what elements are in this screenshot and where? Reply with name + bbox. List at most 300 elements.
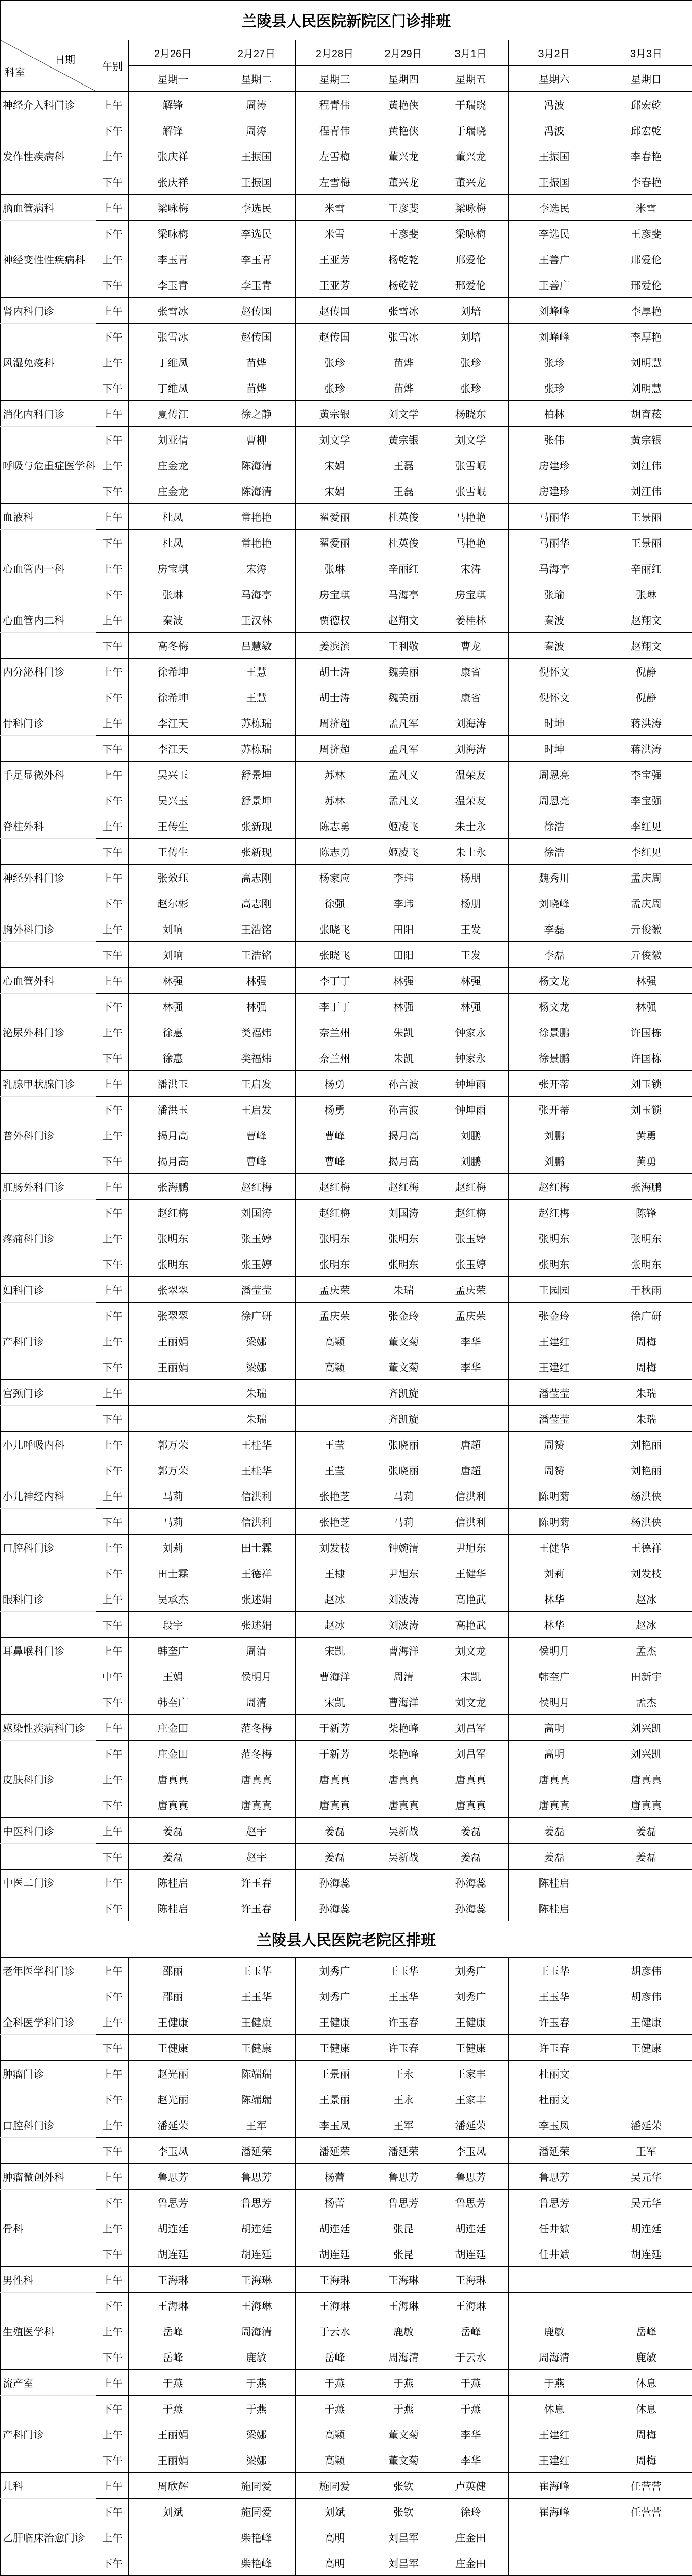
- doctor-cell: 胡连廷: [217, 2241, 296, 2267]
- doctor-cell: 张明东: [600, 1225, 692, 1251]
- period-cell: 上午: [96, 1380, 129, 1406]
- doctor-cell: 孙海蕊: [433, 1870, 509, 1895]
- table-row: [1, 813, 692, 839]
- table-row: [1, 659, 692, 684]
- period-cell: 下午: [96, 1895, 129, 1921]
- department-name: 小儿呼吸内科: [1, 1432, 96, 1457]
- doctor-cell: 张玉婷: [217, 1251, 296, 1277]
- department-name: 宫颈门诊: [1, 1380, 96, 1406]
- table-row: [1, 2524, 692, 2550]
- doctor-cell: 唐真真: [129, 1792, 217, 1818]
- period-cell: 下午: [96, 1148, 129, 1174]
- doctor-cell: 刘昌军: [433, 1741, 509, 1766]
- doctor-cell: 王海琳: [129, 2293, 217, 2318]
- doctor-cell: 张珍: [433, 349, 509, 375]
- doctor-cell: 周梅: [600, 2447, 692, 2473]
- doctor-cell: 范冬梅: [217, 1741, 296, 1766]
- doctor-cell: 林强: [374, 968, 433, 994]
- doctor-cell: 杨蕾: [296, 2190, 374, 2215]
- doctor-cell: 高冬梅: [129, 633, 217, 659]
- date-header: 2月28日: [296, 40, 374, 66]
- doctor-cell: 刘秀广: [296, 1958, 374, 1983]
- weekday-header: 星期一: [129, 66, 217, 92]
- doctor-cell: 李玉凤: [129, 2138, 217, 2164]
- doctor-cell: [600, 2293, 692, 2318]
- period-cell: 上午: [96, 1870, 129, 1895]
- doctor-cell: 王玉华: [217, 1983, 296, 2009]
- doctor-cell: 李春艳: [600, 169, 692, 195]
- doctor-cell: 邢爱伦: [433, 246, 509, 272]
- doctor-cell: 时坤: [509, 736, 600, 762]
- doctor-cell: 张明东: [374, 1225, 433, 1251]
- table-row: [1, 1406, 692, 1432]
- period-cell: 上午: [96, 607, 129, 633]
- department-cell: [1, 1045, 96, 1071]
- doctor-cell: 康省: [433, 659, 509, 684]
- doctor-cell: 康省: [433, 684, 509, 710]
- doctor-cell: 亓俊徽: [600, 916, 692, 942]
- doctor-cell: 王景丽: [296, 2086, 374, 2112]
- department-cell: [1, 2499, 96, 2524]
- doctor-cell: 王莹: [296, 1432, 374, 1457]
- doctor-cell: 王健康: [129, 2009, 217, 2035]
- doctor-cell: 赵冰: [600, 1586, 692, 1612]
- doctor-cell: 曹峰: [296, 1122, 374, 1148]
- doctor-cell: 丁维凤: [129, 349, 217, 375]
- doctor-cell: 张开蒂: [509, 1071, 600, 1097]
- doctor-cell: 王海琳: [217, 2293, 296, 2318]
- doctor-cell: 刘响: [129, 942, 217, 968]
- doctor-cell: 孟庆荣: [296, 1303, 374, 1328]
- doctor-cell: 魏秀川: [509, 865, 600, 890]
- doctor-cell: 董兴龙: [374, 169, 433, 195]
- doctor-cell: 张昆: [374, 2241, 433, 2267]
- department-cell: [1, 2344, 96, 2370]
- doctor-cell: 陈桂启: [129, 1870, 217, 1895]
- doctor-cell: 周赟: [509, 1432, 600, 1457]
- doctor-cell: 解锋: [129, 117, 217, 143]
- doctor-cell: 王德祥: [600, 1535, 692, 1560]
- doctor-cell: 高颖: [296, 2421, 374, 2447]
- period-cell: 上午: [96, 813, 129, 839]
- table-row: [1, 1895, 692, 1921]
- doctor-cell: 庄金田: [129, 1715, 217, 1741]
- doctor-cell: 翟爱丽: [296, 504, 374, 530]
- table-row: [1, 762, 692, 787]
- doctor-cell: 刘莉: [129, 1535, 217, 1560]
- period-cell: 下午: [96, 1844, 129, 1870]
- doctor-cell: 张珍: [509, 349, 600, 375]
- period-cell: 下午: [96, 1741, 129, 1766]
- doctor-cell: 王景丽: [600, 530, 692, 555]
- doctor-cell: 孙言波: [374, 1071, 433, 1097]
- doctor-cell: 刘昌军: [374, 2524, 433, 2550]
- doctor-cell: 陈桂启: [129, 1895, 217, 1921]
- doctor-cell: 高明: [509, 1715, 600, 1741]
- doctor-cell: 王慧: [217, 659, 296, 684]
- department-name: 心血管外科: [1, 968, 96, 994]
- doctor-cell: 张翠翠: [129, 1303, 217, 1328]
- doctor-cell: 岳峰: [600, 2318, 692, 2344]
- doctor-cell: 赵传国: [296, 298, 374, 324]
- doctor-cell: 朱瑞: [217, 1406, 296, 1432]
- doctor-cell: 张明东: [129, 1225, 217, 1251]
- period-header: 午别: [96, 40, 129, 92]
- table-row: [1, 1612, 692, 1638]
- doctor-cell: 王磊: [374, 452, 433, 478]
- department-name: 疼痛科门诊: [1, 1225, 96, 1251]
- doctor-cell: 唐真真: [509, 1792, 600, 1818]
- doctor-cell: [509, 2550, 600, 2576]
- date-header: 2月26日: [129, 40, 217, 66]
- doctor-cell: 夏传江: [129, 401, 217, 427]
- doctor-cell: 苏林: [296, 787, 374, 813]
- doctor-cell: 唐超: [433, 1432, 509, 1457]
- table-row: [1, 916, 692, 942]
- doctor-cell: 董文菊: [374, 1354, 433, 1380]
- department-name: 脑血管病科: [1, 195, 96, 221]
- doctor-cell: 高明: [296, 2550, 374, 2576]
- doctor-cell: 张玉婷: [433, 1251, 509, 1277]
- doctor-cell: 邱宏乾: [600, 117, 692, 143]
- doctor-cell: 王海琳: [433, 2293, 509, 2318]
- doctor-cell: 王景丽: [296, 2061, 374, 2086]
- doctor-cell: 王彦斐: [374, 195, 433, 221]
- doctor-cell: 赵红梅: [433, 1200, 509, 1225]
- department-name: 神经外科门诊: [1, 865, 96, 890]
- doctor-cell: 胡连廷: [296, 2215, 374, 2241]
- doctor-cell: 于燕: [129, 2370, 217, 2396]
- doctor-cell: 王海琳: [374, 2293, 433, 2318]
- period-cell: 上午: [96, 2164, 129, 2190]
- doctor-cell: 许国栋: [600, 1019, 692, 1045]
- doctor-cell: 周清: [217, 1689, 296, 1715]
- doctor-cell: 赵宇: [217, 1818, 296, 1844]
- doctor-cell: 于燕: [217, 2396, 296, 2421]
- table-row: [1, 1432, 692, 1457]
- doctor-cell: 张金玲: [374, 1303, 433, 1328]
- doctor-cell: 曹柳: [217, 427, 296, 452]
- doctor-cell: 杜英俊: [374, 504, 433, 530]
- table-row: [1, 2370, 692, 2396]
- doctor-cell: 刘海涛: [433, 736, 509, 762]
- doctor-cell: 奈兰州: [296, 1019, 374, 1045]
- table-row: [1, 1766, 692, 1792]
- doctor-cell: 宋涛: [217, 555, 296, 581]
- table-row: [1, 1071, 692, 1097]
- doctor-cell: 黄宗银: [296, 401, 374, 427]
- doctor-cell: 陈志勇: [296, 839, 374, 865]
- department-name: 神经介入科门诊: [1, 92, 96, 117]
- doctor-cell: 张金玲: [509, 1303, 600, 1328]
- corner-dept-label: 科室: [5, 64, 25, 79]
- table-row: [1, 1097, 692, 1122]
- weekday-header: 星期五: [433, 66, 509, 92]
- department-cell: [1, 736, 96, 762]
- doctor-cell: 杜丽文: [509, 2086, 600, 2112]
- department-name: 全科医学科门诊: [1, 2009, 96, 2035]
- doctor-cell: 邢爱伦: [600, 246, 692, 272]
- doctor-cell: 姜磊: [433, 1844, 509, 1870]
- table-row: [1, 1535, 692, 1560]
- period-cell: 上午: [96, 2473, 129, 2499]
- table-row: [1, 968, 692, 994]
- doctor-cell: 张玉婷: [217, 1225, 296, 1251]
- doctor-cell: 王建红: [509, 2447, 600, 2473]
- department-cell: [1, 1895, 96, 1921]
- doctor-cell: 王磊: [374, 478, 433, 504]
- department-name: 胸外科门诊: [1, 916, 96, 942]
- period-cell: 上午: [96, 710, 129, 736]
- doctor-cell: 李磊: [509, 942, 600, 968]
- doctor-cell: 于燕: [296, 2396, 374, 2421]
- doctor-cell: 柴艳峰: [217, 2550, 296, 2576]
- doctor-cell: 潘莹莹: [509, 1380, 600, 1406]
- doctor-cell: 秦波: [129, 607, 217, 633]
- doctor-cell: 刘兴凯: [600, 1715, 692, 1741]
- doctor-cell: 苗烨: [217, 349, 296, 375]
- doctor-cell: [600, 2061, 692, 2086]
- table-row: [1, 2035, 692, 2061]
- doctor-cell: 王园园: [509, 1277, 600, 1303]
- doctor-cell: 王健华: [433, 1560, 509, 1586]
- table-row: [1, 272, 692, 298]
- doctor-cell: 解锋: [129, 92, 217, 117]
- doctor-cell: [433, 1380, 509, 1406]
- doctor-cell: 刘国涛: [217, 1200, 296, 1225]
- doctor-cell: 赵光丽: [129, 2061, 217, 2086]
- doctor-cell: 魏美丽: [374, 659, 433, 684]
- doctor-cell: 王健康: [600, 2035, 692, 2061]
- doctor-cell: 杨文龙: [509, 994, 600, 1019]
- period-cell: 上午: [96, 1535, 129, 1560]
- period-cell: 上午: [96, 401, 129, 427]
- doctor-cell: 王海琳: [296, 2267, 374, 2293]
- doctor-cell: 赵尔彬: [129, 890, 217, 916]
- department-cell: [1, 117, 96, 143]
- weekday-header: 星期二: [217, 66, 296, 92]
- doctor-cell: 邵丽: [129, 1983, 217, 2009]
- doctor-cell: 钟婉清: [374, 1535, 433, 1560]
- doctor-cell: [509, 2524, 600, 2550]
- period-cell: 下午: [96, 684, 129, 710]
- table-row: [1, 2112, 692, 2138]
- doctor-cell: 时坤: [509, 710, 600, 736]
- doctor-cell: 倪怀文: [509, 684, 600, 710]
- period-cell: 上午: [96, 1958, 129, 1983]
- doctor-cell: 王健康: [217, 2009, 296, 2035]
- doctor-cell: 杨蕾: [296, 2164, 374, 2190]
- department-name: 风湿免疫科: [1, 349, 96, 375]
- doctor-cell: 任营营: [600, 2473, 692, 2499]
- table-row: [1, 1019, 692, 1045]
- date-header: 2月27日: [217, 40, 296, 66]
- doctor-cell: 赵传国: [217, 324, 296, 349]
- period-cell: 下午: [96, 1689, 129, 1715]
- table-row: [1, 942, 692, 968]
- doctor-cell: 周海清: [509, 2344, 600, 2370]
- corner-header: [1, 40, 96, 92]
- doctor-cell: 高颖: [296, 1354, 374, 1380]
- doctor-cell: 潘延荣: [433, 2112, 509, 2138]
- doctor-cell: 房建珍: [509, 478, 600, 504]
- doctor-cell: 施同爱: [217, 2499, 296, 2524]
- doctor-cell: 刘艳丽: [600, 1432, 692, 1457]
- doctor-cell: [129, 1406, 217, 1432]
- doctor-cell: 李春艳: [600, 143, 692, 169]
- doctor-cell: 徐浩: [509, 813, 600, 839]
- doctor-cell: 周梅: [600, 2421, 692, 2447]
- department-name: 眼科门诊: [1, 1586, 96, 1612]
- doctor-cell: 赵冰: [296, 1586, 374, 1612]
- doctor-cell: 李江天: [129, 710, 217, 736]
- doctor-cell: 段宇: [129, 1612, 217, 1638]
- doctor-cell: 潘延荣: [600, 2112, 692, 2138]
- doctor-cell: 邱宏乾: [600, 92, 692, 117]
- doctor-cell: 王传生: [129, 839, 217, 865]
- doctor-cell: 王景丽: [600, 504, 692, 530]
- table-row: [1, 1689, 692, 1715]
- period-cell: 上午: [96, 1225, 129, 1251]
- doctor-cell: 赵红梅: [217, 1174, 296, 1200]
- doctor-cell: 马丽华: [509, 530, 600, 555]
- doctor-cell: 李玉青: [217, 272, 296, 298]
- doctor-cell: 王发: [433, 916, 509, 942]
- doctor-cell: 鹿敏: [374, 2318, 433, 2344]
- doctor-cell: 张开蒂: [509, 1097, 600, 1122]
- doctor-cell: 温荣友: [433, 762, 509, 787]
- doctor-cell: 黄艳侠: [374, 92, 433, 117]
- doctor-cell: 钟家永: [433, 1045, 509, 1071]
- department-name: 普外科门诊: [1, 1122, 96, 1148]
- doctor-cell: 张艳芝: [296, 1509, 374, 1535]
- department-name: 消化内科门诊: [1, 401, 96, 427]
- doctor-cell: 王海琳: [217, 2267, 296, 2293]
- doctor-cell: 王玉华: [509, 1983, 600, 2009]
- doctor-cell: 信洪利: [217, 1483, 296, 1509]
- table-row: [1, 710, 692, 736]
- doctor-cell: 李玉凤: [296, 2112, 374, 2138]
- table-row: [1, 1225, 692, 1251]
- doctor-cell: 丁维凤: [129, 375, 217, 401]
- period-cell: 上午: [96, 2112, 129, 2138]
- period-cell: 上午: [96, 2524, 129, 2550]
- doctor-cell: 鹿敏: [600, 2344, 692, 2370]
- doctor-cell: 朱凯: [374, 1045, 433, 1071]
- doctor-cell: 姜滨滨: [296, 633, 374, 659]
- doctor-cell: 张伟: [509, 427, 600, 452]
- doctor-cell: 刘秀广: [296, 1983, 374, 2009]
- doctor-cell: 唐真真: [433, 1766, 509, 1792]
- period-cell: 下午: [96, 581, 129, 607]
- department-cell: [1, 1983, 96, 2009]
- doctor-cell: 许玉春: [509, 2035, 600, 2061]
- doctor-cell: 王军: [374, 2112, 433, 2138]
- doctor-cell: 李华: [433, 2447, 509, 2473]
- department-cell: [1, 890, 96, 916]
- doctor-cell: 李丁丁: [296, 994, 374, 1019]
- doctor-cell: 侯明月: [509, 1689, 600, 1715]
- doctor-cell: 休息: [600, 2370, 692, 2396]
- doctor-cell: 王娟: [129, 1663, 217, 1689]
- doctor-cell: 周济超: [296, 710, 374, 736]
- period-cell: 下午: [96, 2293, 129, 2318]
- period-cell: 上午: [96, 555, 129, 581]
- department-name: 乙肝临床治愈门诊: [1, 2524, 96, 2550]
- table-row: [1, 1303, 692, 1328]
- doctor-cell: 杨晓东: [433, 401, 509, 427]
- table-row: [1, 195, 692, 221]
- table-row: [1, 1200, 692, 1225]
- doctor-cell: 刘文学: [296, 427, 374, 452]
- doctor-cell: 李选民: [217, 195, 296, 221]
- doctor-cell: 林强: [433, 994, 509, 1019]
- doctor-cell: 郭万荣: [129, 1457, 217, 1483]
- doctor-cell: 张海鹏: [600, 1174, 692, 1200]
- doctor-cell: 王桂华: [217, 1457, 296, 1483]
- doctor-cell: 辛丽红: [374, 555, 433, 581]
- doctor-cell: 陈端瑞: [217, 2061, 296, 2086]
- period-cell: 上午: [96, 762, 129, 787]
- doctor-cell: 梁咏梅: [433, 221, 509, 246]
- doctor-cell: 田新宇: [600, 1663, 692, 1689]
- doctor-cell: 唐真真: [600, 1766, 692, 1792]
- doctor-cell: 孟庆荣: [296, 1277, 374, 1303]
- doctor-cell: 类福炜: [217, 1045, 296, 1071]
- period-cell: 上午: [96, 1766, 129, 1792]
- doctor-cell: 宋凯: [296, 1689, 374, 1715]
- doctor-cell: 宋娟: [296, 452, 374, 478]
- department-name: 儿科: [1, 2473, 96, 2499]
- doctor-cell: 揭月高: [129, 1148, 217, 1174]
- doctor-cell: 张庆祥: [129, 169, 217, 195]
- doctor-cell: 周恩亮: [509, 787, 600, 813]
- table-row: [1, 2473, 692, 2499]
- period-cell: 下午: [96, 1097, 129, 1122]
- doctor-cell: 马莉: [129, 1483, 217, 1509]
- period-cell: 下午: [96, 2241, 129, 2267]
- doctor-cell: 唐真真: [296, 1766, 374, 1792]
- doctor-cell: 蒋洪涛: [600, 736, 692, 762]
- doctor-cell: 杜凤: [129, 504, 217, 530]
- doctor-cell: 王桂华: [217, 1432, 296, 1457]
- doctor-cell: 刘鹏: [509, 1148, 600, 1174]
- doctor-cell: 高艳武: [433, 1612, 509, 1638]
- period-cell: 上午: [96, 968, 129, 994]
- doctor-cell: 杜凤: [129, 530, 217, 555]
- doctor-cell: 李选民: [509, 195, 600, 221]
- doctor-cell: 王彦斐: [374, 221, 433, 246]
- doctor-cell: 周海清: [217, 2318, 296, 2344]
- doctor-cell: 邢爱伦: [600, 272, 692, 298]
- doctor-cell: 刘发枝: [600, 1560, 692, 1586]
- period-cell: 下午: [96, 375, 129, 401]
- doctor-cell: 李红见: [600, 813, 692, 839]
- doctor-cell: 陈桂启: [509, 1870, 600, 1895]
- department-name: 发作性疾病科: [1, 143, 96, 169]
- doctor-cell: 高颖: [296, 2447, 374, 2473]
- period-cell: 下午: [96, 2499, 129, 2524]
- period-cell: 下午: [96, 272, 129, 298]
- doctor-cell: 唐超: [433, 1457, 509, 1483]
- doctor-cell: 杨文龙: [509, 968, 600, 994]
- doctor-cell: 倪静: [600, 659, 692, 684]
- table-row: [1, 890, 692, 916]
- period-cell: 下午: [96, 1457, 129, 1483]
- doctor-cell: 钟家永: [433, 1019, 509, 1045]
- doctor-cell: 马艳艳: [433, 504, 509, 530]
- doctor-cell: 贾德权: [296, 607, 374, 633]
